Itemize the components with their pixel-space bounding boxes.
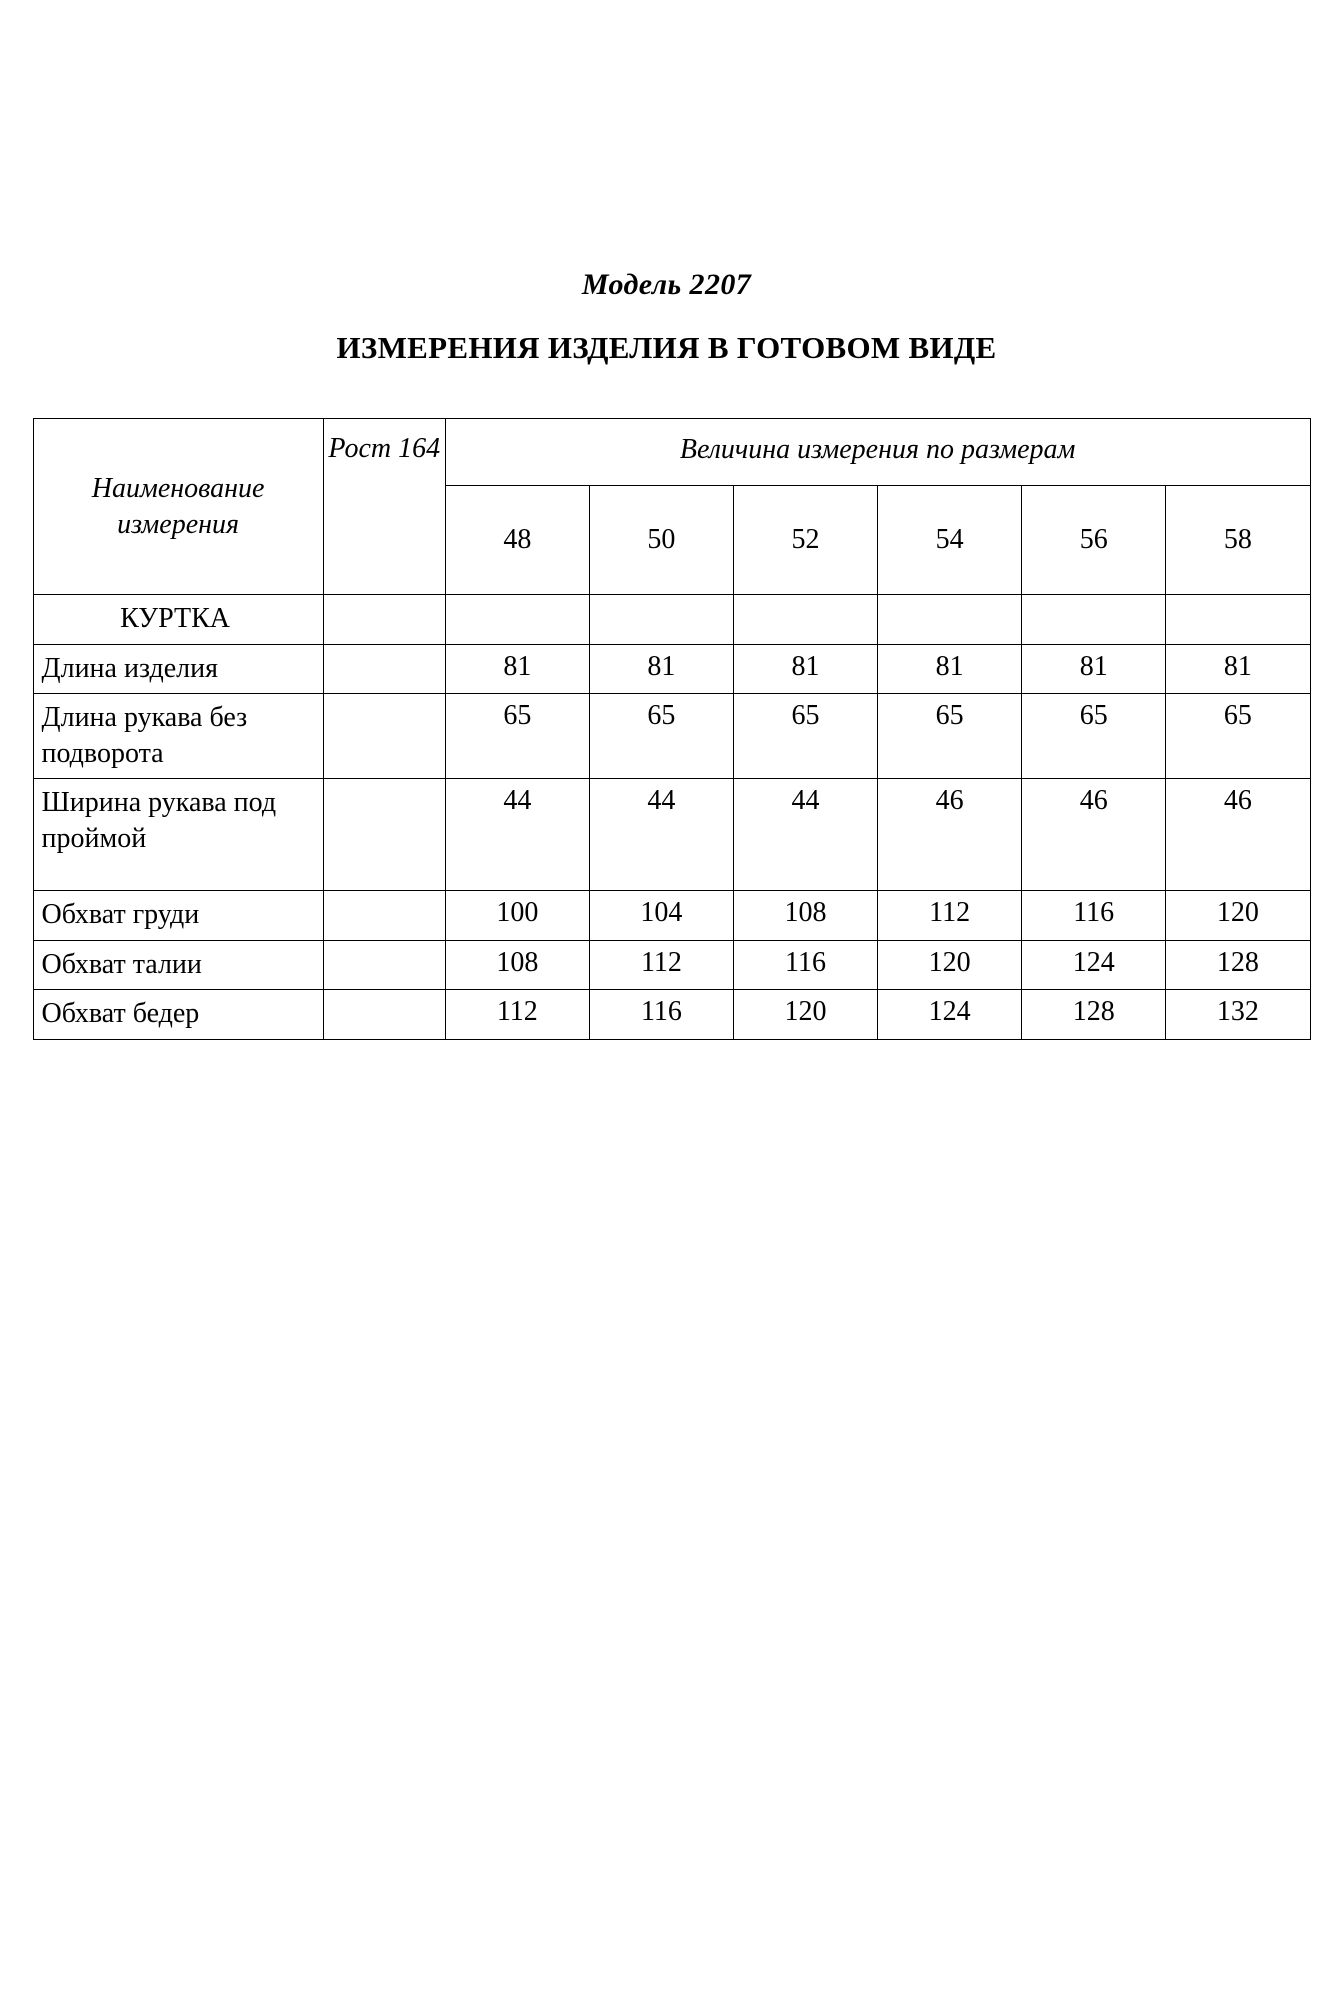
header-height: Рост 164 [323,419,445,595]
row-label: Длина рукава без подворота [33,694,323,779]
cell-58: 120 [1166,891,1310,941]
cell-50: 65 [589,694,733,779]
row-label: Обхват талии [33,940,323,990]
table-row [33,779,1310,891]
cell-48 [445,595,589,645]
cell-48: 65 [445,694,589,779]
header-size-48: 48 [445,486,589,595]
cell-54 [878,595,1022,645]
cell-56 [1022,595,1166,645]
header-size-58: 58 [1166,486,1310,595]
cell-56: 46 [1022,779,1166,891]
table-row [33,891,1310,941]
row-height [323,891,445,941]
cell-52 [733,595,877,645]
cell-56: 124 [1022,940,1166,990]
cell-48: 108 [445,940,589,990]
cell-54: 120 [878,940,1022,990]
table-row [33,990,1310,1040]
cell-48: 112 [445,990,589,1040]
cell-58 [1166,595,1310,645]
row-label: Длина изделия [33,644,323,694]
row-label: Обхват груди [33,891,323,941]
page-title: Модель 2207 [581,268,752,301]
cell-58: 81 [1166,644,1310,694]
cell-54: 81 [878,644,1022,694]
table-row [33,940,1310,990]
cell-52: 108 [733,891,877,941]
cell-52: 120 [733,990,877,1040]
header-size-52: 52 [733,486,877,595]
cell-48: 44 [445,779,589,891]
header-size-56: 56 [1022,486,1166,595]
table-row [33,595,1310,645]
cell-54: 124 [878,990,1022,1040]
cell-58: 128 [1166,940,1310,990]
row-height [323,940,445,990]
cell-58: 65 [1166,694,1310,779]
row-label: Ширина рукава под проймой [33,779,323,891]
header-size-group: Величина измерения по размерам [445,419,1310,486]
cell-56: 81 [1022,644,1166,694]
cell-50: 81 [589,644,733,694]
cell-56: 116 [1022,891,1166,941]
table-row [33,644,1310,694]
measurements-table [33,418,1311,1040]
cell-50: 44 [589,779,733,891]
cell-50: 116 [589,990,733,1040]
cell-48: 100 [445,891,589,941]
cell-52: 116 [733,940,877,990]
cell-48: 81 [445,644,589,694]
cell-54: 46 [878,779,1022,891]
cell-58: 132 [1166,990,1310,1040]
header-size-54: 54 [878,486,1022,595]
cell-56: 128 [1022,990,1166,1040]
cell-54: 65 [878,694,1022,779]
header-measurement-name: Наименование измерения [33,419,323,595]
table-header-row-top [33,419,1310,486]
row-label: Обхват бедер [33,990,323,1040]
row-height [323,644,445,694]
cell-52: 65 [733,694,877,779]
row-height [323,779,445,891]
cell-50: 112 [589,940,733,990]
row-label: КУРТКА [33,595,323,645]
measurements-table-container [23,418,1311,1040]
table-row [33,694,1310,779]
page-subtitle: ИЗМЕРЕНИЯ ИЗДЕЛИЯ В ГОТОВОМ ВИДЕ [336,330,997,365]
row-height [323,595,445,645]
cell-50 [589,595,733,645]
cell-58: 46 [1166,779,1310,891]
cell-54: 112 [878,891,1022,941]
cell-50: 104 [589,891,733,941]
header-size-50: 50 [589,486,733,595]
cell-52: 81 [733,644,877,694]
cell-56: 65 [1022,694,1166,779]
cell-52: 44 [733,779,877,891]
row-height [323,990,445,1040]
row-height [323,694,445,779]
